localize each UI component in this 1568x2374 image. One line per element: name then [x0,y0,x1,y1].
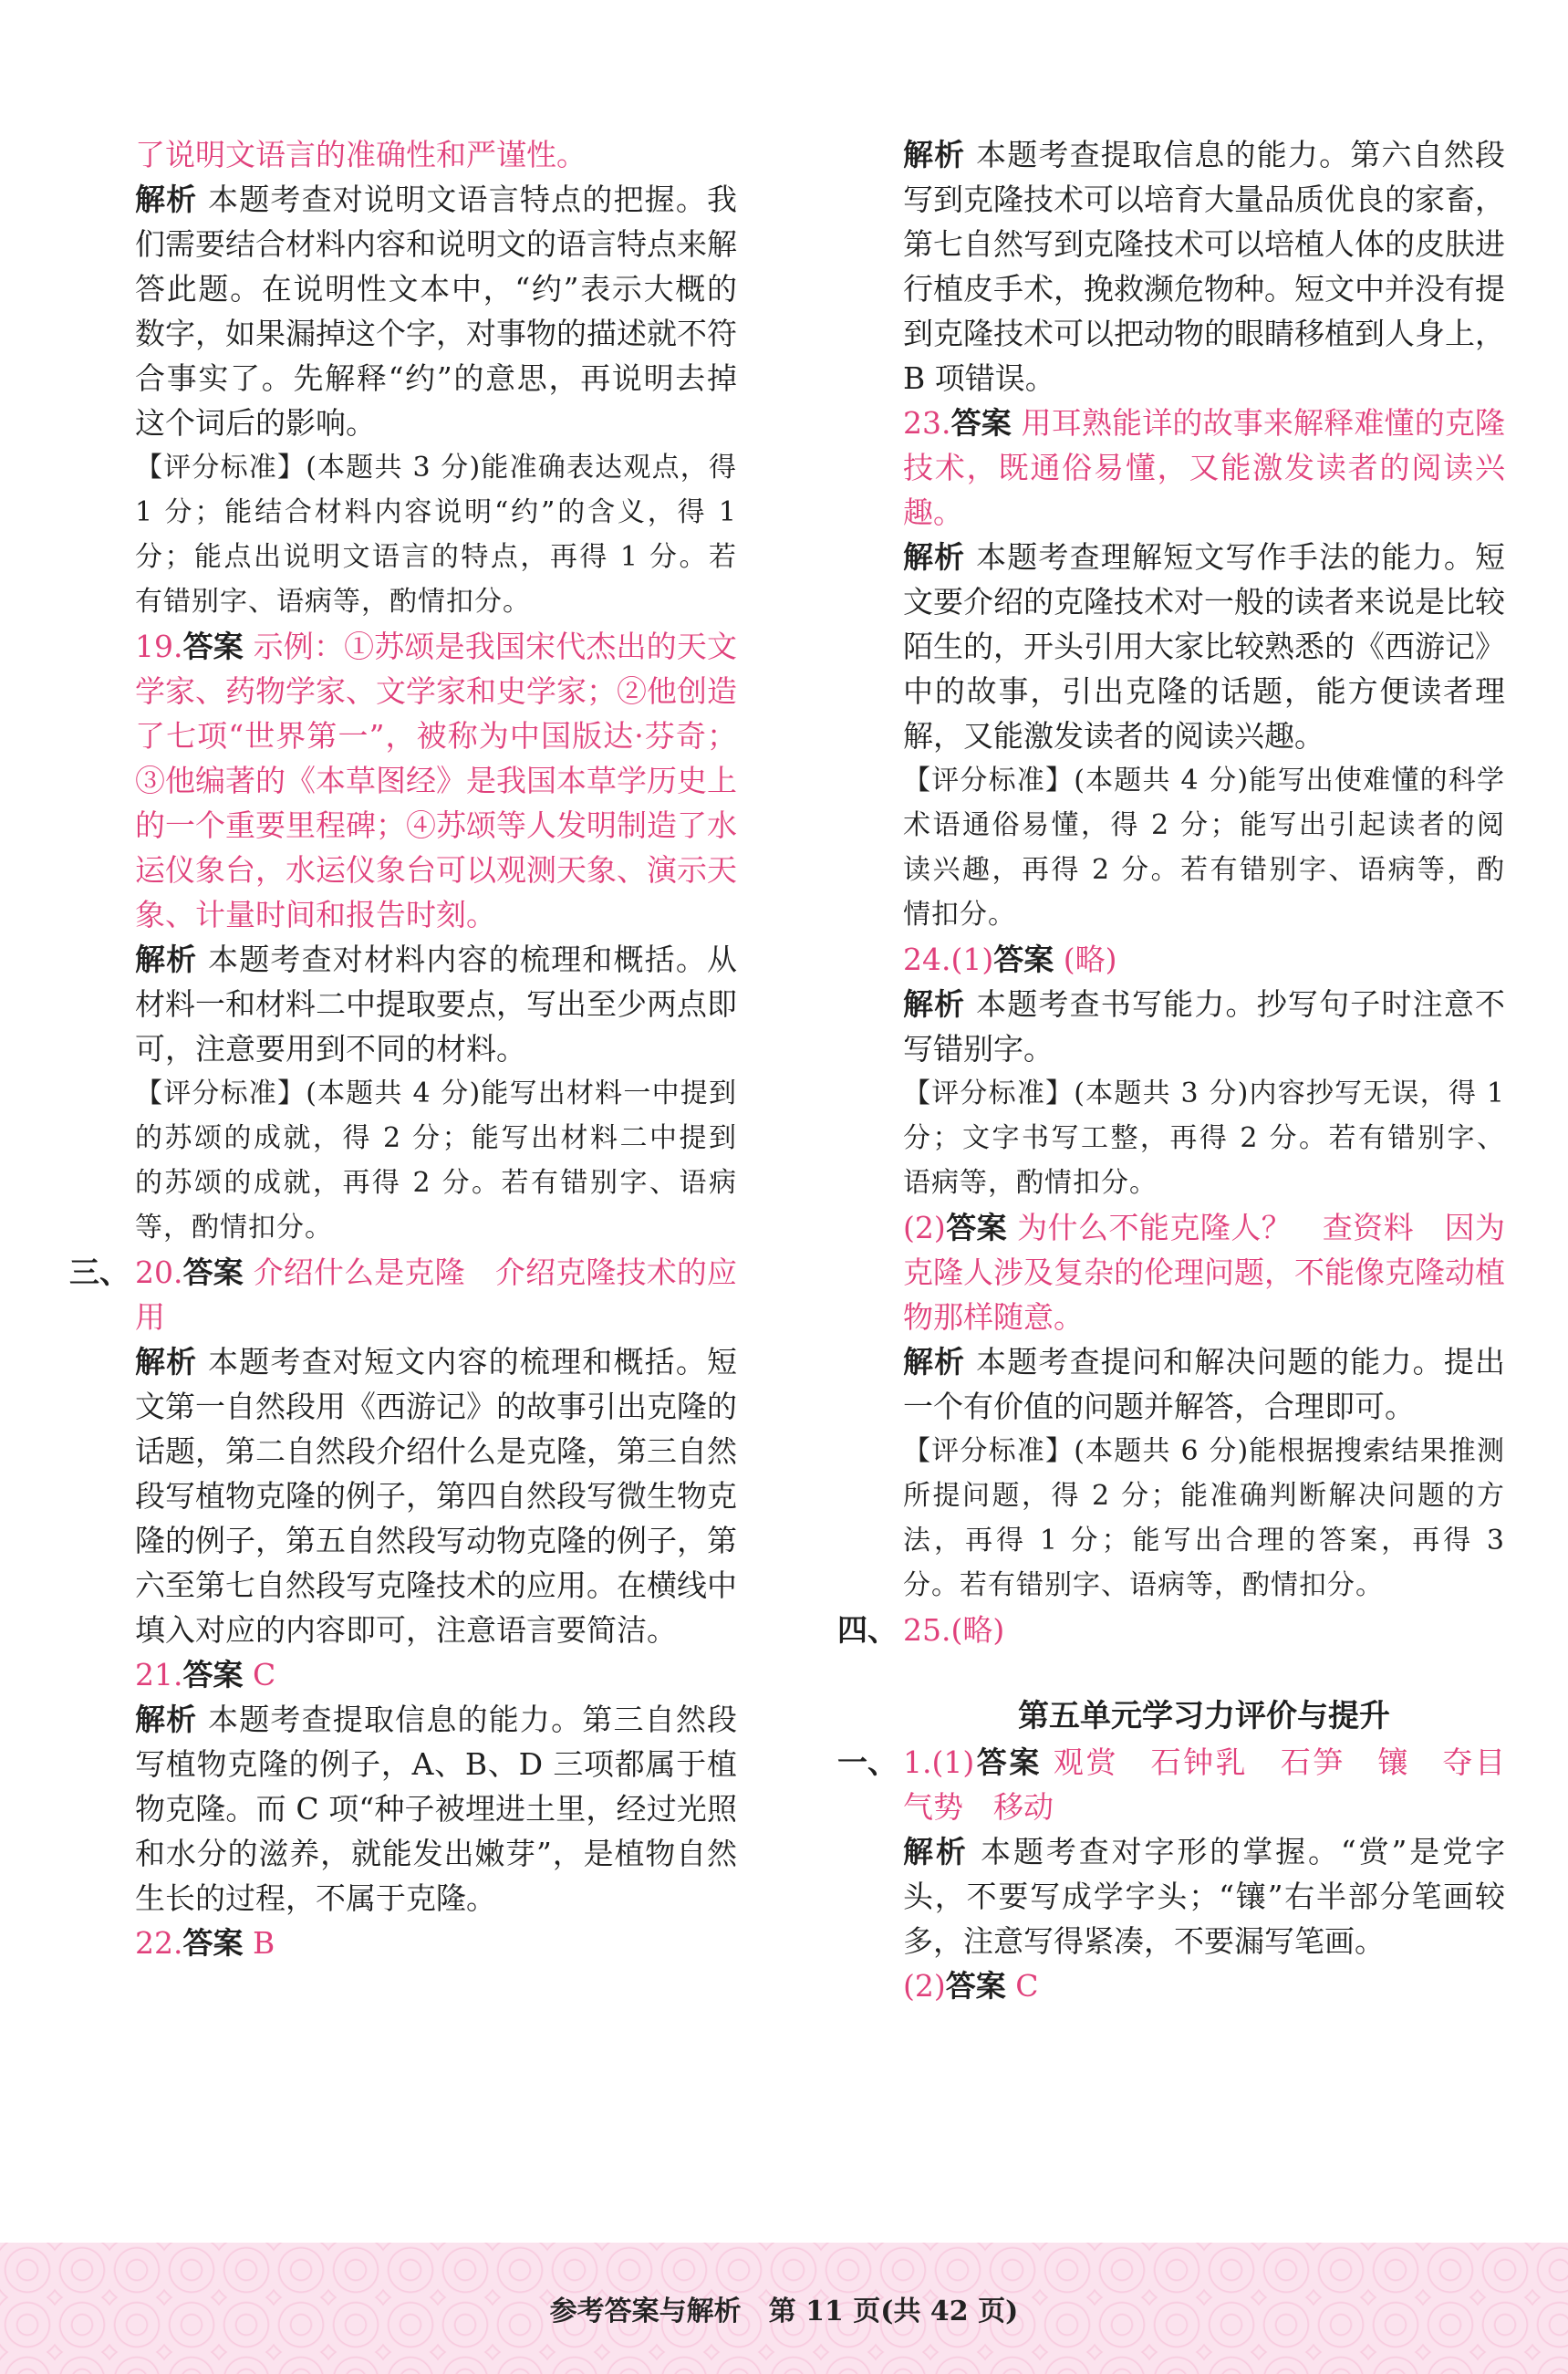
q19-analysis-text: 本题考查对材料内容的梳理和概括。从材料一和材料二中提取要点，写出至少两点即可，注意要用到不同的材料。 [135,942,738,1067]
q19-number: 19. [135,629,183,664]
analysis-label: 解析 [135,182,198,217]
q20-answer-text: 介绍什么是克隆 介绍克隆技术的应用 [135,1255,738,1335]
answer-label: 答案 [945,1210,1008,1245]
q1b-answer [903,1963,1505,2008]
q1-number: 1.(1) [903,1744,975,1780]
q21-answer-text: C [252,1657,276,1692]
scoring-criteria: 【评分标准】(本题共 3 分)能准确表达观点，得 1 分；能结合材料内容说明“约”的含义，得 1 分；能点出说明文语言的特点，再得 1 分。若有错别字、语病等，酌情扣分。 [135,452,737,618]
q19-answer [135,624,737,937]
q25-answer: 25.(略) [903,1612,1005,1648]
q1-analysis [903,1829,1505,1963]
analysis-text: 本题考查对说明文语言特点的把握。我们需要结合材料内容和说明文的语言特点来解答此题。在说明性文本中，“约”表示大概的数字，如果漏掉这个字，对事物的描述就不符合事实了。先解释“约”的意思，再说明去掉这个词后的影响。 [135,182,738,441]
q1-answer-text: 观赏 石钟乳 石笋 镶 夺目 气势 移动 [903,1744,1536,1825]
analysis [135,177,737,445]
analysis-label: 解析 [135,1344,198,1380]
q24b-number: (2) [903,1210,946,1245]
section-four-marker: 四、 [837,1612,898,1648]
q23-analysis-text: 本题考查理解短文写作手法的能力。短文要介绍的克隆技术对一般的读者来说是比较陌生的，开头引用大家比较熟悉的《西游记》中的故事，引出克隆的话题，能方便读者理解，又能激发读者的阅读兴趣。 [903,539,1506,754]
q22-answer [135,1921,737,1965]
analysis-label: 解析 [903,986,966,1022]
answer-label: 答案 [182,629,244,664]
q19-answer-text: 示例：①苏颂是我国宋代杰出的天文学家、药物学家、文学家和史学家；②他创造了七项“世界第一”，被称为中国版达·芬奇；③他编著的《本草图经》是我国本草学历史上的一个重要里程碑；④苏颂等人发明制造了水运仪象台，水运仪象台可以观测天象、演示天象、计量时间和报告时刻。 [135,629,738,932]
q24-analysis-text: 本题考查书写能力。抄写句子时注意不写错别字。 [903,986,1506,1067]
q23-number: 23. [903,405,951,441]
q24-answer-text: (略) [1063,942,1117,977]
q21-number: 21. [135,1657,183,1692]
left-column [69,132,738,1965]
q22-analysis [903,132,1505,401]
q1-analysis-text: 本题考查对字形的掌握。“赏”是党字头，不要写成学字头；“镶”右半部分笔画较多，注意写得紧凑，不要漏写笔画。 [903,1834,1505,1959]
q24b-analysis [903,1339,1505,1429]
q24-answer [903,937,1505,982]
answer-label: 答案 [945,1968,1006,2004]
answer-label: 答案 [182,1657,244,1692]
q24b-answer-text: 为什么不能克隆人？ 查资料 因为克隆人涉及复杂的伦理问题，不能像克隆动植物那样随意。 [903,1210,1506,1335]
q24b-analysis-text: 本题考查提问和解决问题的能力。提出一个有价值的问题并解答，合理即可。 [903,1344,1506,1424]
answer-label: 答案 [974,1744,1042,1780]
answer-label: 答案 [950,405,1012,441]
q20-analysis [135,1339,737,1652]
q19-analysis [135,937,737,1071]
section-one-marker: 一、 [837,1744,898,1780]
q1b-number: (2) [903,1968,946,2004]
page-footer: 参考答案与解析 第 11 页(共 42 页) [549,2296,1019,2327]
q22-number: 22. [135,1925,183,1961]
q24-analysis [903,982,1505,1071]
right-column [837,132,1536,2008]
q1b-answer-text: C [1015,1968,1039,2004]
q22-answer-text: B [252,1925,275,1961]
q24b-answer [903,1205,1505,1339]
unit-title: 第五单元学习力评价与提升 [1018,1698,1390,1734]
q20-number: 20. [135,1255,183,1290]
analysis-label: 解析 [135,1702,198,1737]
q23-analysis [903,535,1505,758]
analysis-label: 解析 [903,1834,969,1869]
section-three-marker: 三、 [69,1255,130,1290]
answer-label: 答案 [182,1925,244,1961]
q19-scoring: 【评分标准】(本题共 4 分)能写出材料一中提到的苏颂的成就，得 2 分；能写出材料二中提到的苏颂的成就，再得 2 分。若有错别字、语病等，酌情扣分。 [135,1078,737,1244]
q21-analysis [135,1697,737,1921]
q24-number: 24.(1) [903,942,994,977]
q21-analysis-text: 本题考查提取信息的能力。第三自然段写植物克隆的例子，A、B、D 三项都属于植物克隆。而 C 项“种子被埋进土里，经过光照和水分的滋养，就能发出嫩芽”，是植物自然生长的过程，不属于克隆。 [135,1702,738,1916]
q23-scoring: 【评分标准】(本题共 4 分)能写出使难懂的科学术语通俗易懂，得 2 分；能写出引起读者的阅读兴趣，再得 2 分。若有错别字、语病等，酌情扣分。 [903,765,1505,931]
q23-answer-text: 用耳熟能详的故事来解释难懂的克隆技术，既通俗易懂，又能激发读者的阅读兴趣。 [903,405,1506,530]
analysis-label: 解析 [903,539,966,575]
analysis-label: 解析 [135,942,198,977]
answer-label: 答案 [993,942,1054,977]
q20-answer [135,1250,737,1339]
analysis-label: 解析 [903,1344,966,1380]
answer-text: 了说明文语言的准确性和严谨性。 [135,137,587,172]
q24b-scoring: 【评分标准】(本题共 6 分)能根据搜索结果推测所提问题，得 2 分；能准确判断解决问题的方法，再得 1 分；能写出合理的答案，再得 3 分。若有错别字、语病等，酌情扣分。 [903,1435,1505,1601]
q23-answer [903,401,1505,535]
q24-scoring: 【评分标准】(本题共 3 分)内容抄写无误，得 1 分；文字书写工整，再得 2 分。若有错别字、语病等，酌情扣分。 [903,1078,1505,1199]
q1-answer [903,1740,1536,1829]
answer-label: 答案 [182,1255,244,1290]
q21-answer [135,1652,737,1697]
analysis-label: 解析 [903,137,966,172]
q22-analysis-text: 本题考查提取信息的能力。第六自然段写到克隆技术可以培育大量品质优良的家畜，第七自然写到克隆技术可以培植人体的皮肤进行植皮手术，挽救濒危物种。短文中并没有提到克隆技术可以把动物的眼睛移植到人身上，B 项错误。 [903,137,1506,396]
q20-analysis-text: 本题考查对短文内容的梳理和概括。短文第一自然段用《西游记》的故事引出克隆的话题，第二自然段介绍什么是克隆，第三自然段写植物克隆的例子，第四自然段写微生物克隆的例子，第五自然段写动物克隆的例子，第六至第七自然段写克隆技术的应用。在横线中填入对应的内容即可，注意语言要简洁。 [135,1344,738,1648]
